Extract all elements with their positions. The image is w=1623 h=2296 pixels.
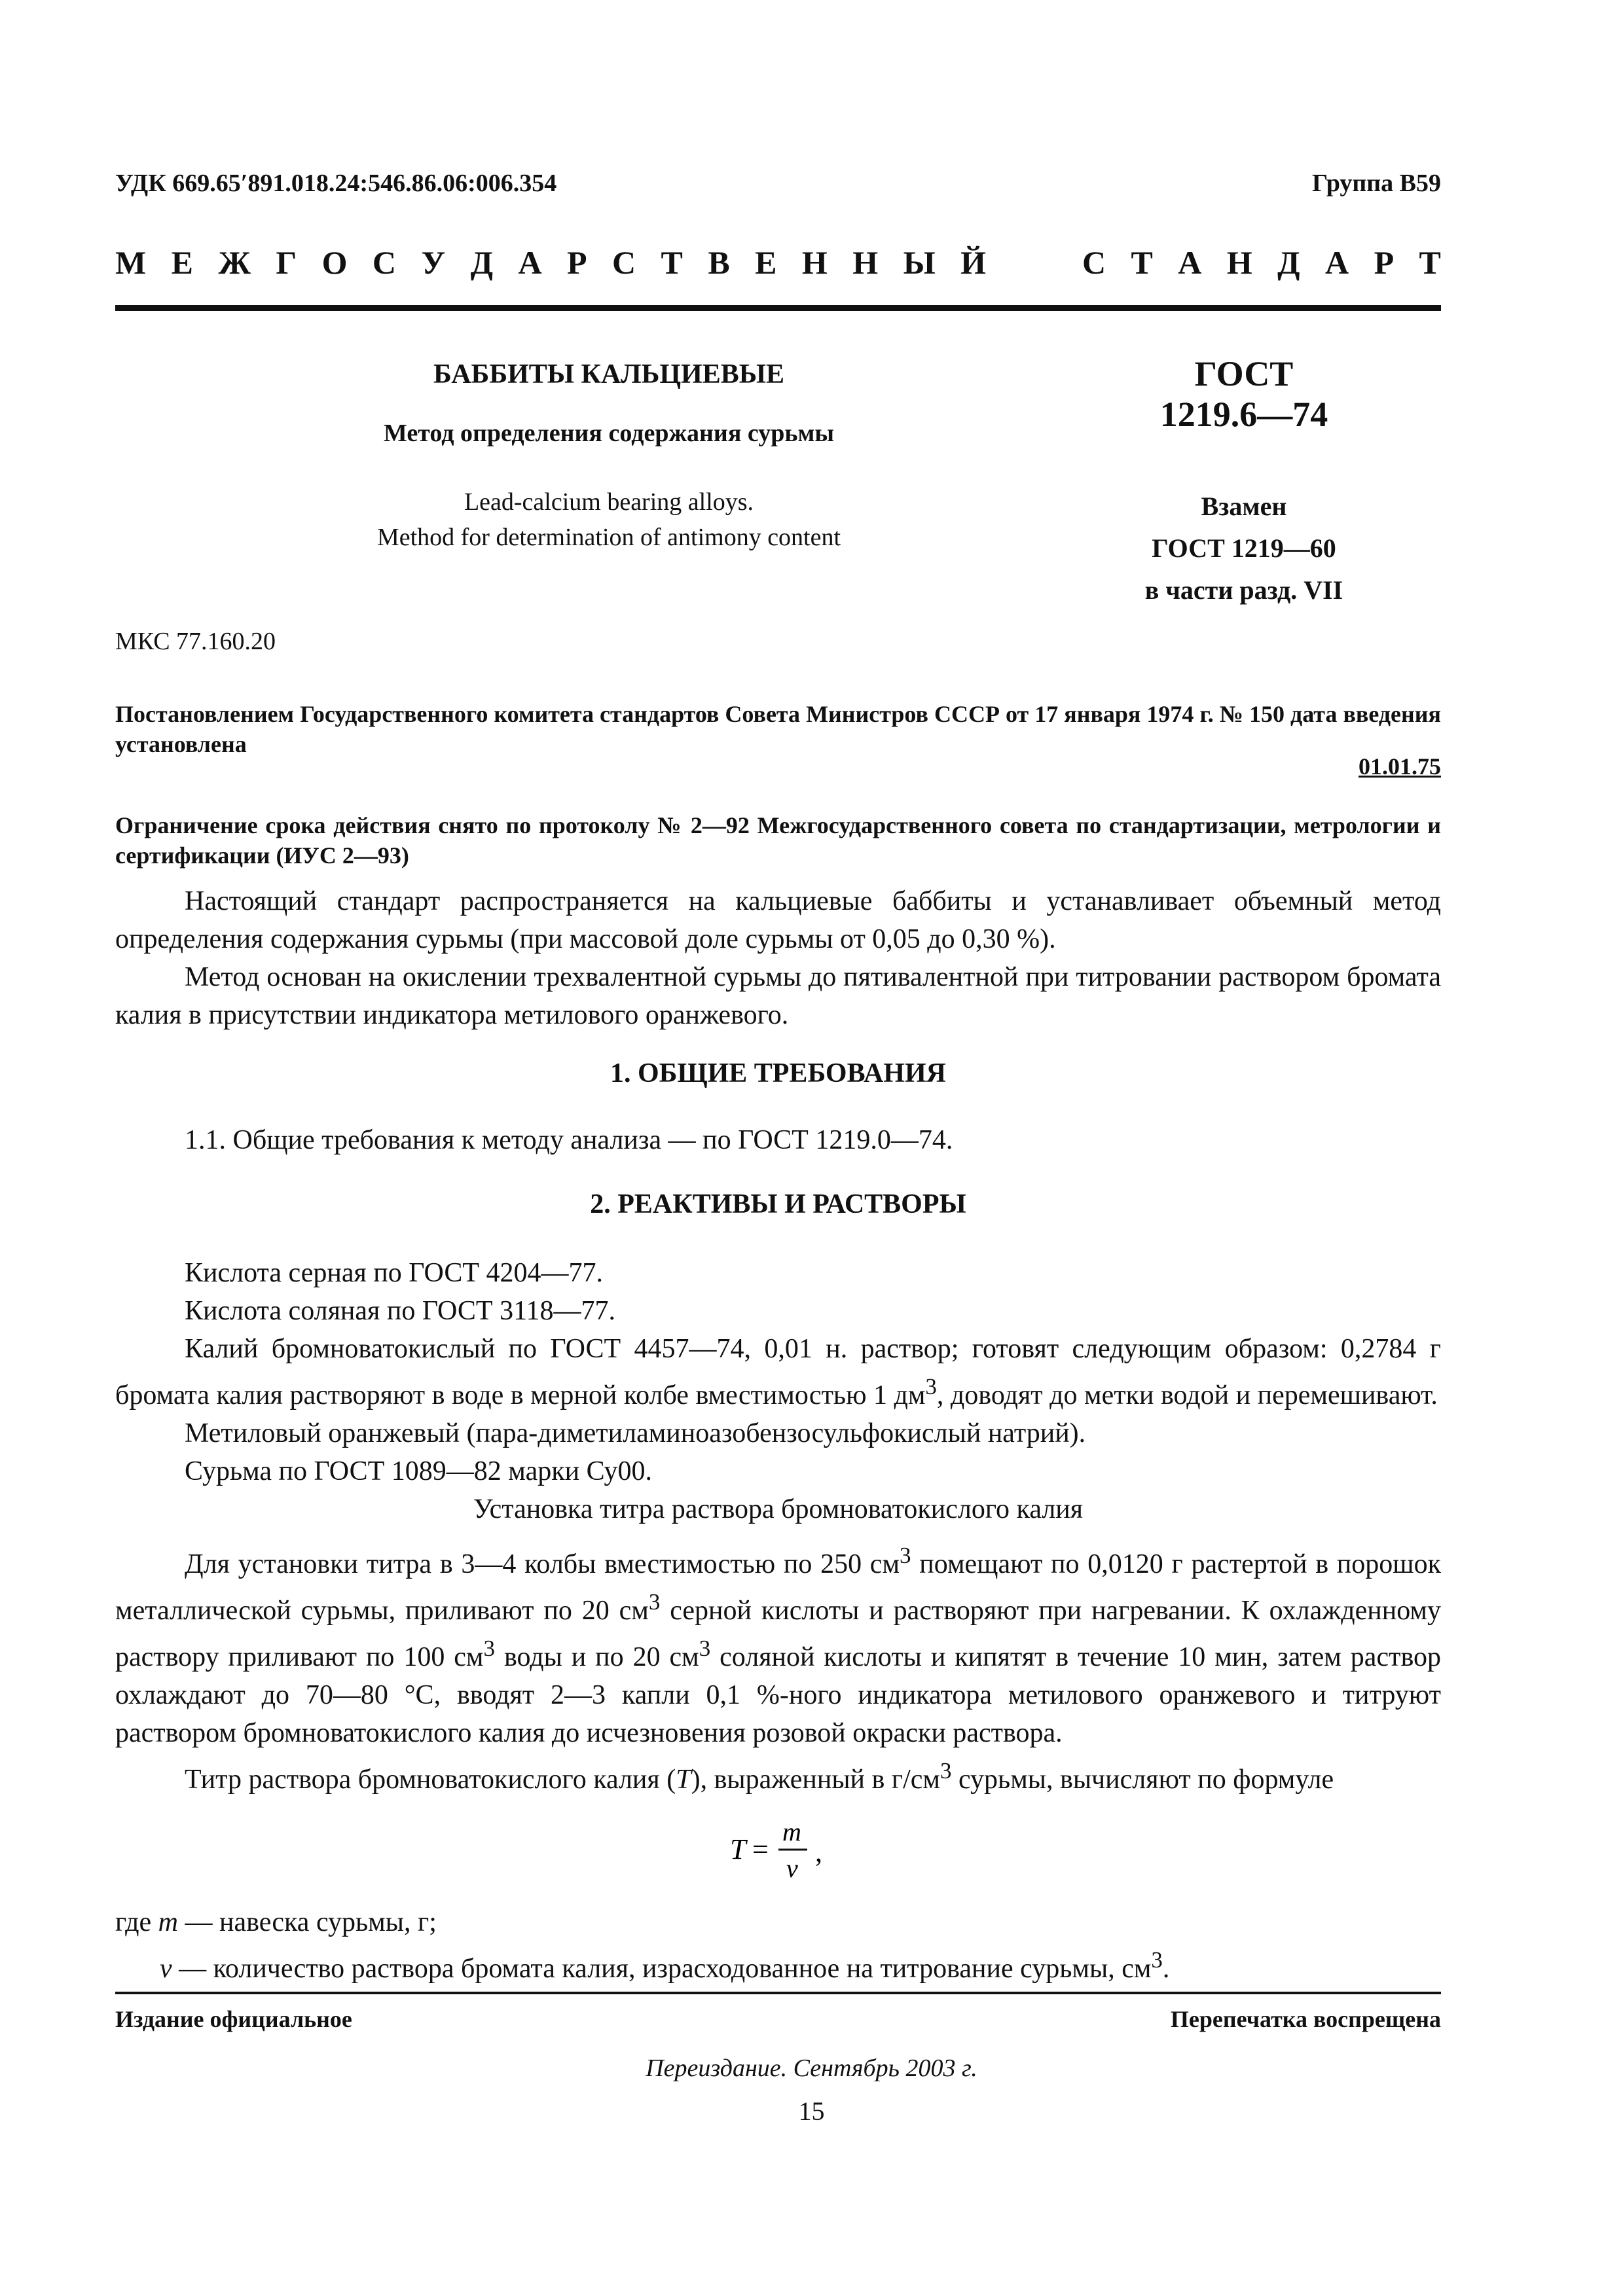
banner-word-gap	[1012, 243, 1057, 281]
titre-text-a: Для установки титра в 3—4 колбы вместимостью по 250 см	[185, 1549, 900, 1579]
group-code: Группа В59	[1311, 170, 1441, 197]
banner-letter: С	[611, 244, 636, 281]
titre-formula	[730, 1813, 887, 1885]
banner-letter: С	[372, 244, 397, 281]
banner-letter: Т	[661, 244, 683, 281]
banner-letter: А	[1178, 244, 1202, 281]
document-subtitle: Метод определения содержания сурьмы	[383, 420, 835, 447]
reagent-antimony: Сурьма по ГОСТ 1089—82 марки Су00.	[185, 1456, 653, 1486]
formula-legend	[115, 1903, 1441, 1988]
formula-svg	[730, 1813, 887, 1885]
banner-letter: Ж	[218, 244, 251, 281]
udk-code: УДК 669.65′891.018.24:546.86.06:006.354	[115, 170, 557, 197]
section-1-heading: 1. ОБЩИЕ ТРЕБОВАНИЯ	[610, 1058, 946, 1088]
legend-v	[115, 1941, 1441, 1988]
titre-text-c: серной кислоты и растворяют при нагревании. К охлажденному раствору приливают по 100 см	[115, 1596, 1441, 1672]
banner-letter: Р	[567, 244, 587, 281]
banner-letter: Т	[1419, 244, 1441, 281]
formula-intro-text-a: Титр раствора бромноватокислого калия (	[185, 1765, 676, 1795]
page-number: 15	[798, 2096, 825, 2126]
gost-block	[1074, 353, 1414, 611]
banner-letter: Р	[1374, 244, 1395, 281]
superscript: 3	[648, 1589, 661, 1615]
titre-text-e: соляной кислоты и кипятят в течение 10 мин, затем раствор охлаждают до 70—80 °С, вводят 2—3 капли 0,1 %-ного индикатора метилового оранжевого и титруют раствором бромноватокислого калия до исчезновения розовой окраски раствора.	[115, 1642, 1441, 1748]
reagent-sulfuric-acid: Кислота серная по ГОСТ 4204—77.	[185, 1258, 604, 1288]
reprint-note: Перепечатка воспрещена	[1170, 2006, 1441, 2032]
titre-paragraph	[115, 1537, 1441, 1752]
superscript: 3	[699, 1636, 711, 1661]
legend-m-text: — навеска сурьмы, г;	[178, 1907, 437, 1937]
titre-text-b: помещают по 0,0120 г растертой в порошок металлической сурьмы, приливают по 20 см	[115, 1549, 1441, 1626]
document-title: БАББИТЫ КАЛЬЦИЕВЫЕ	[433, 359, 784, 389]
formula-intro-text-c: сурьмы, вычисляют по формуле	[951, 1765, 1334, 1795]
legend-v-var: v	[160, 1954, 172, 1984]
introduction-date: 01.01.75	[1359, 753, 1441, 780]
banner-letter: Н	[1226, 244, 1252, 281]
limitation-note: Ограничение срока действия снято по протоколу № 2—92 Межгосударственного совета по стандартизации, метрологии и сертификации (ИУС 2—93)	[115, 812, 1441, 869]
formula-equals: =	[752, 1833, 769, 1865]
superscript: 3	[483, 1636, 496, 1661]
replace-label: Взамен	[1201, 492, 1287, 521]
formula-intro-text-b: ), выраженный в г/см	[691, 1765, 940, 1795]
legend-m	[115, 1903, 1441, 1941]
edition-note: Издание официальное	[115, 2006, 352, 2032]
reagent-potassium-bromate-text-b: , доводят до метки водой и перемешивают.	[936, 1380, 1438, 1410]
legend-v-end: .	[1162, 1954, 1170, 1984]
legend-v-text: — количество раствора бромата калия, израсходованное на титрование сурьмы, см	[172, 1954, 1152, 1984]
banner-letter: В	[708, 244, 730, 281]
formula-comma: ,	[815, 1836, 822, 1868]
banner-letter: Й	[960, 244, 987, 281]
titre-subheading: Установка титра раствора бромноватокислого калия	[473, 1494, 1084, 1524]
banner-letter: А	[1325, 244, 1349, 281]
banner-letter: Т	[1131, 244, 1153, 281]
reagent-potassium-bromate	[115, 1330, 1441, 1414]
gost-number: 1219.6—74	[1159, 395, 1328, 434]
formula-numerator: m	[782, 1817, 801, 1846]
decree-text: Постановлением Государственного комитета стандартов Совета Министров СССР от 17 января 1974 г. № 150 дата введения установлена	[115, 701, 1441, 757]
reagent-hydrochloric-acid: Кислота соляная по ГОСТ 3118—77.	[185, 1296, 616, 1326]
mks-code: МКС 77.160.20	[115, 628, 276, 655]
english-title-line-2: Method for determination of antimony content	[376, 524, 841, 551]
reagents-list	[115, 1254, 1441, 1490]
banner-letter: С	[1082, 244, 1106, 281]
formula-denominator: v	[786, 1854, 798, 1883]
reagent-methyl-orange: Метиловый оранжевый (пара-диметиламиноазобензосульфокислый натрий).	[185, 1418, 1086, 1448]
footer-rule	[115, 1992, 1441, 1994]
banner-letter: О	[321, 244, 348, 281]
banner-letter: А	[518, 244, 542, 281]
titre-procedure	[115, 1537, 1441, 1799]
republish-note: Переиздание. Сентябрь 2003 г.	[646, 2054, 977, 2082]
banner-letter: У	[421, 244, 446, 281]
formula-lhs: T	[730, 1833, 746, 1865]
banner-letter: Е	[171, 244, 193, 281]
banner-letter: Н	[801, 244, 828, 281]
legend-m-var: m	[158, 1907, 178, 1937]
header-rule	[115, 305, 1441, 311]
titre-symbol: T	[676, 1765, 691, 1795]
banner-letter: Н	[852, 244, 879, 281]
section-2-heading: 2. РЕАКТИВЫ И РАСТВОРЫ	[590, 1189, 966, 1219]
reagent-potassium-bromate-text-a: Калий бромноватокислый по ГОСТ 4457—74, 0,01 н. раствор; готовят следующим образом: 0,2784 г бромата калия растворяют в воде в мерной колбе вместимостью 1 дм	[115, 1334, 1441, 1410]
intro-paragraph-2: Метод основан на окислении трехвалентной сурьмы до пятивалентной при титровании раствором бромата калия в присутствии индикатора метилового оранжевого.	[115, 962, 1441, 1030]
superscript: 3	[939, 1758, 952, 1784]
section-1-item: 1.1. Общие требования к методу анализа — по ГОСТ 1219.0—74.	[185, 1125, 953, 1155]
replaced-part: в части разд. VII	[1144, 575, 1343, 605]
banner-letter: Ы	[903, 244, 936, 281]
intro-paragraph-1: Настоящий стандарт распространяется на кальциевые баббиты и устанавливает объемный метод определения содержания сурьмы (при массовой доле сурьмы от 0,05 до 0,30 %).	[115, 886, 1441, 954]
standard-banner	[115, 243, 1441, 281]
superscript: 3	[925, 1374, 937, 1399]
replaced-standard: ГОСТ 1219—60	[1152, 533, 1336, 563]
banner-letter: М	[115, 244, 147, 281]
gost-label: ГОСТ	[1194, 354, 1294, 393]
intro-section	[115, 882, 1441, 1034]
superscript: 3	[1151, 1947, 1163, 1973]
banner-letter: Е	[755, 244, 777, 281]
formula-intro	[115, 1752, 1441, 1799]
banner-letter: Д	[1277, 244, 1300, 281]
banner-letter: Г	[276, 244, 297, 281]
titre-text-d: воды и по 20 см	[495, 1642, 699, 1672]
legend-m-prefix: где	[115, 1907, 158, 1937]
english-title-line-1: Lead-calcium bearing alloys.	[464, 488, 754, 516]
banner-letter: Д	[470, 244, 494, 281]
superscript: 3	[900, 1543, 911, 1568]
title-block	[282, 359, 936, 555]
